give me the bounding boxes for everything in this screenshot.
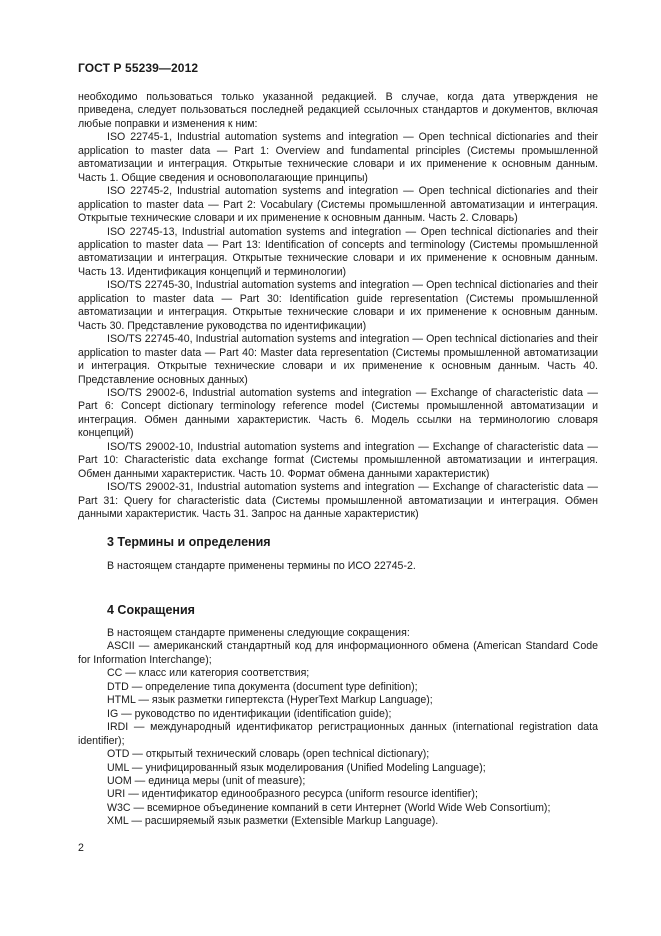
section-3-heading: 3 Термины и определения	[107, 535, 271, 549]
abbreviation-item: W3C — всемирное объединение компаний в сети Интернет (World Wide Web Consortium);	[107, 801, 551, 814]
section-4-heading: 4 Сокращения	[107, 603, 195, 617]
abbreviation-item: URI — идентификатор единообразного ресурса (uniform resource identifier);	[107, 788, 478, 801]
reference-item: ISO/TS 22745-30, Industrial automation systems and integration — Open technical dictionaries and their application to master data — Part 30: Identification guide representation (Системы промышленной автоматизации и интеграция. Открытые технические словари и их применение к основным данным. Часть 30. Представление руководства по идентификации)	[78, 279, 598, 332]
reference-item: ISO 22745-1, Industrial automation systems and integration — Open technical dictionaries and their application to master data — Part 1: Overview and fundamental principles (Системы промышленной автоматизации и интеграция. Открытые технические словари и их применение к основным данным. Часть 1. Общие сведения и основополагающие принципы)	[78, 131, 598, 184]
abbreviation-item: UOM — единица меры (unit of measure);	[107, 774, 306, 787]
abbreviation-item: ASCII — американский стандартный код для информационного обмена (American Standard Code for Information Interchange);	[78, 640, 598, 666]
reference-item: ISO 22745-2, Industrial automation systems and integration — Open technical dictionaries and their application to master data — Part 2: Vocabulary (Системы промышленной автоматизации и интеграция. Открытые технические словари и их применение к основным данным. Часть 2. Словарь)	[78, 185, 598, 225]
normative-references-list	[78, 91, 598, 522]
reference-item: ISO/TS 29002-10, Industrial automation systems and integration — Exchange of characteristic data — Part 10: Characteristic data exchange format (Системы промышленной автоматизации и интеграция. Обмен данными характеристик. Часть 10. Формат обмена данными характеристик)	[78, 440, 598, 480]
reference-item: ISO/TS 29002-6, Industrial automation systems and integration — Exchange of characteristic data — Part 6: Concept dictionary terminology reference model (Системы промышленной автоматизации и интеграция. Обмен данными характеристик. Часть 6. Модель ссылки на терминологию словаря концепций)	[78, 386, 598, 440]
abbreviation-item: CC — класс или категория соответствия;	[107, 667, 310, 680]
document-code-header: ГОСТ Р 55239—2012	[78, 61, 199, 75]
abbreviation-item: IRDI — международный идентификатор регистрационных данных (international registration data identifier);	[78, 721, 598, 747]
abbreviations-list	[78, 627, 598, 829]
abbreviation-item: UML — унифицированный язык моделирования (Unified Modeling Language);	[107, 761, 486, 774]
references-intro: необходимо пользоваться только указанной редакцией. В случае, когда дата утверждения не приведена, следует пользоваться последней редакцией ссылочных стандартов и документов, включая любые поправки и изменения к ним:	[78, 91, 598, 130]
abbreviation-item: HTML — язык разметки гипертекста (HyperText Markup Language);	[107, 694, 433, 707]
reference-item: ISO 22745-13, Industrial automation systems and integration — Open technical dictionaries and their application to master data — Part 13: Identification of concepts and terminology (Системы промышленной автоматизации и интеграция. Открытые технические словари и их применение к основным данным. Часть 13. Идентификация концепций и терминологии)	[78, 225, 598, 278]
abbreviation-item: IG — руководство по идентификации (identification guide);	[107, 707, 392, 720]
reference-item: ISO/TS 29002-31, Industrial automation systems and integration — Exchange of characteristic data — Part 31: Query for characteristic data (Системы промышленной автоматизации и интеграция. Обмен данными характеристик. Часть 31. Запрос на данные характеристик)	[78, 481, 598, 521]
section-3-text: В настоящем стандарте применены термины по ИСО 22745-2.	[107, 560, 416, 572]
abbreviations-intro: В настоящем стандарте применены следующие сокращения:	[107, 627, 410, 639]
abbreviation-item: XML — расширяемый язык разметки (Extensible Markup Language).	[107, 815, 439, 828]
page-number: 2	[78, 842, 84, 854]
abbreviation-item: DTD — определение типа документа (document type definition);	[107, 680, 418, 693]
reference-item: ISO/TS 22745-40, Industrial automation systems and integration — Open technical dictionaries and their application to master data — Part 40: Master data representation (Системы промышленной автоматизации и интеграция. Открытые технические словари и их применение к основным данным. Часть 40. Представление основных данных)	[78, 333, 598, 386]
abbreviation-item: OTD — открытый технический словарь (open technical dictionary);	[107, 748, 430, 761]
